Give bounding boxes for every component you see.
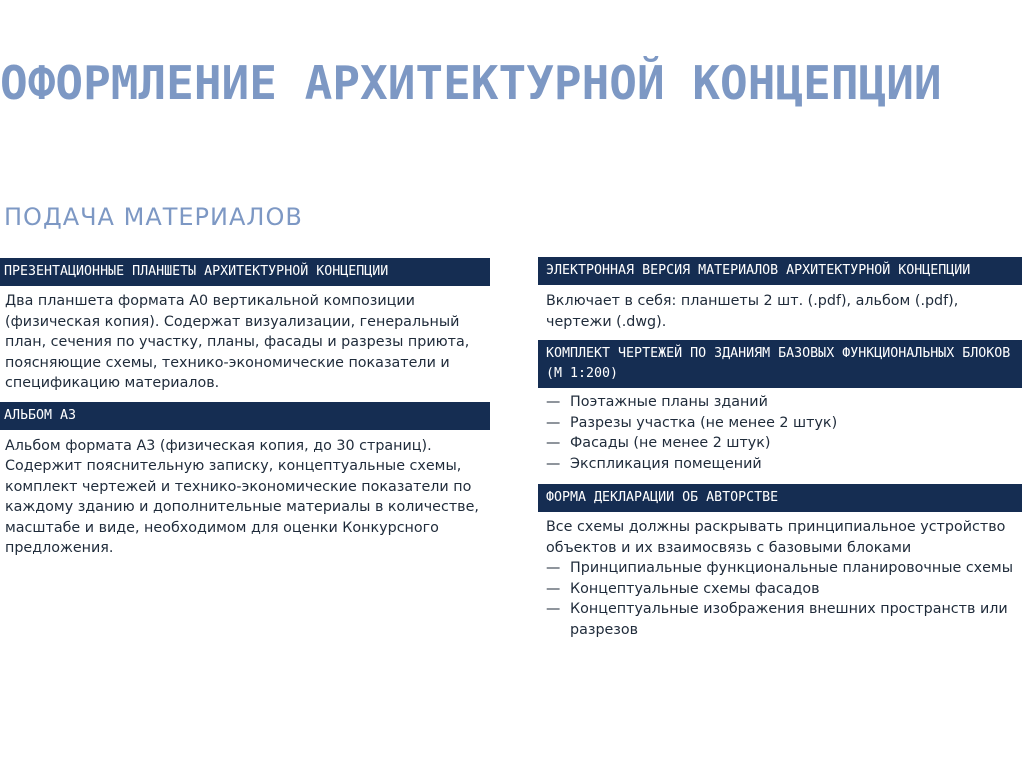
- drawings-set-list: [538, 388, 1022, 484]
- list-item: — Концептуальные схемы фасадов: [546, 579, 1016, 600]
- electronic-version-header: ЭЛЕКТРОННАЯ ВЕРСИЯ МАТЕРИАЛОВ АРХИТЕКТУРНОЙ КОНЦЕПЦИИ: [538, 257, 1022, 285]
- electronic-version-block: [538, 257, 1022, 340]
- presentation-boards-block: [0, 258, 490, 400]
- list-item: — Поэтажные планы зданий: [546, 392, 1016, 413]
- left-column: [0, 258, 490, 565]
- authorship-declaration-list: [538, 558, 1022, 646]
- drawings-set-header: КОМПЛЕКТ ЧЕРТЕЖЕЙ ПО ЗДАНИЯМ БАЗОВЫХ ФУНКЦИОНАЛЬНЫХ БЛОКОВ (М 1:200): [538, 340, 1022, 388]
- authorship-declaration-header: ФОРМА ДЕКЛАРАЦИИ ОБ АВТОРСТВЕ: [538, 484, 1022, 512]
- album-a3-block: [0, 402, 490, 565]
- authorship-declaration-text: Все схемы должны раскрывать принципиальное устройство объектов и их взаимосвязь с базовыми блоками: [546, 519, 1006, 556]
- list-item: — Экспликация помещений: [546, 454, 1016, 475]
- album-a3-text: Альбом формата А3 (физическая копия, до 30 страниц). Содержит пояснительную записку, концептуальные схемы, комплект чертежей и технико-экономические показатели по каждому зданию и дополнительные материалы в количестве, масштабе и виде, необходимом для оценки Конкурсного предложения.: [5, 437, 479, 556]
- electronic-version-text: Включает в себя: планшеты 2 шт. (.pdf), альбом (.pdf), чертежи (.dwg).: [546, 293, 959, 330]
- album-a3-header: АЛЬБОМ А3: [0, 402, 490, 430]
- list-item: — Фасады (не менее 2 штук): [546, 433, 1016, 454]
- list-item: — Концептуальные изображения внешних пространств или разрезов: [546, 599, 1016, 640]
- right-column: [538, 257, 1022, 646]
- presentation-boards-text: Два планшета формата А0 вертикальной композиции (физическая копия). Содержат визуализации, генеральный план, сечения по участку, планы, фасады и разрезы приюта, поясняющие схемы, технико-экономические показатели и спецификацию материалов.: [5, 293, 470, 391]
- authorship-declaration-block: [538, 484, 1022, 646]
- section-subtitle: ПОДАЧА МАТЕРИАЛОВ: [4, 203, 303, 231]
- list-item: — Разрезы участка (не менее 2 штук): [546, 413, 1016, 434]
- presentation-boards-header: ПРЕЗЕНТАЦИОННЫЕ ПЛАНШЕТЫ АРХИТЕКТУРНОЙ КОНЦЕПЦИИ: [0, 258, 490, 286]
- page-title: ОФОРМЛЕНИЕ АРХИТЕКТУРНОЙ КОНЦЕПЦИИ: [0, 56, 942, 110]
- list-item: — Принципиальные функциональные планировочные схемы: [546, 558, 1016, 579]
- drawings-set-block: [538, 340, 1022, 484]
